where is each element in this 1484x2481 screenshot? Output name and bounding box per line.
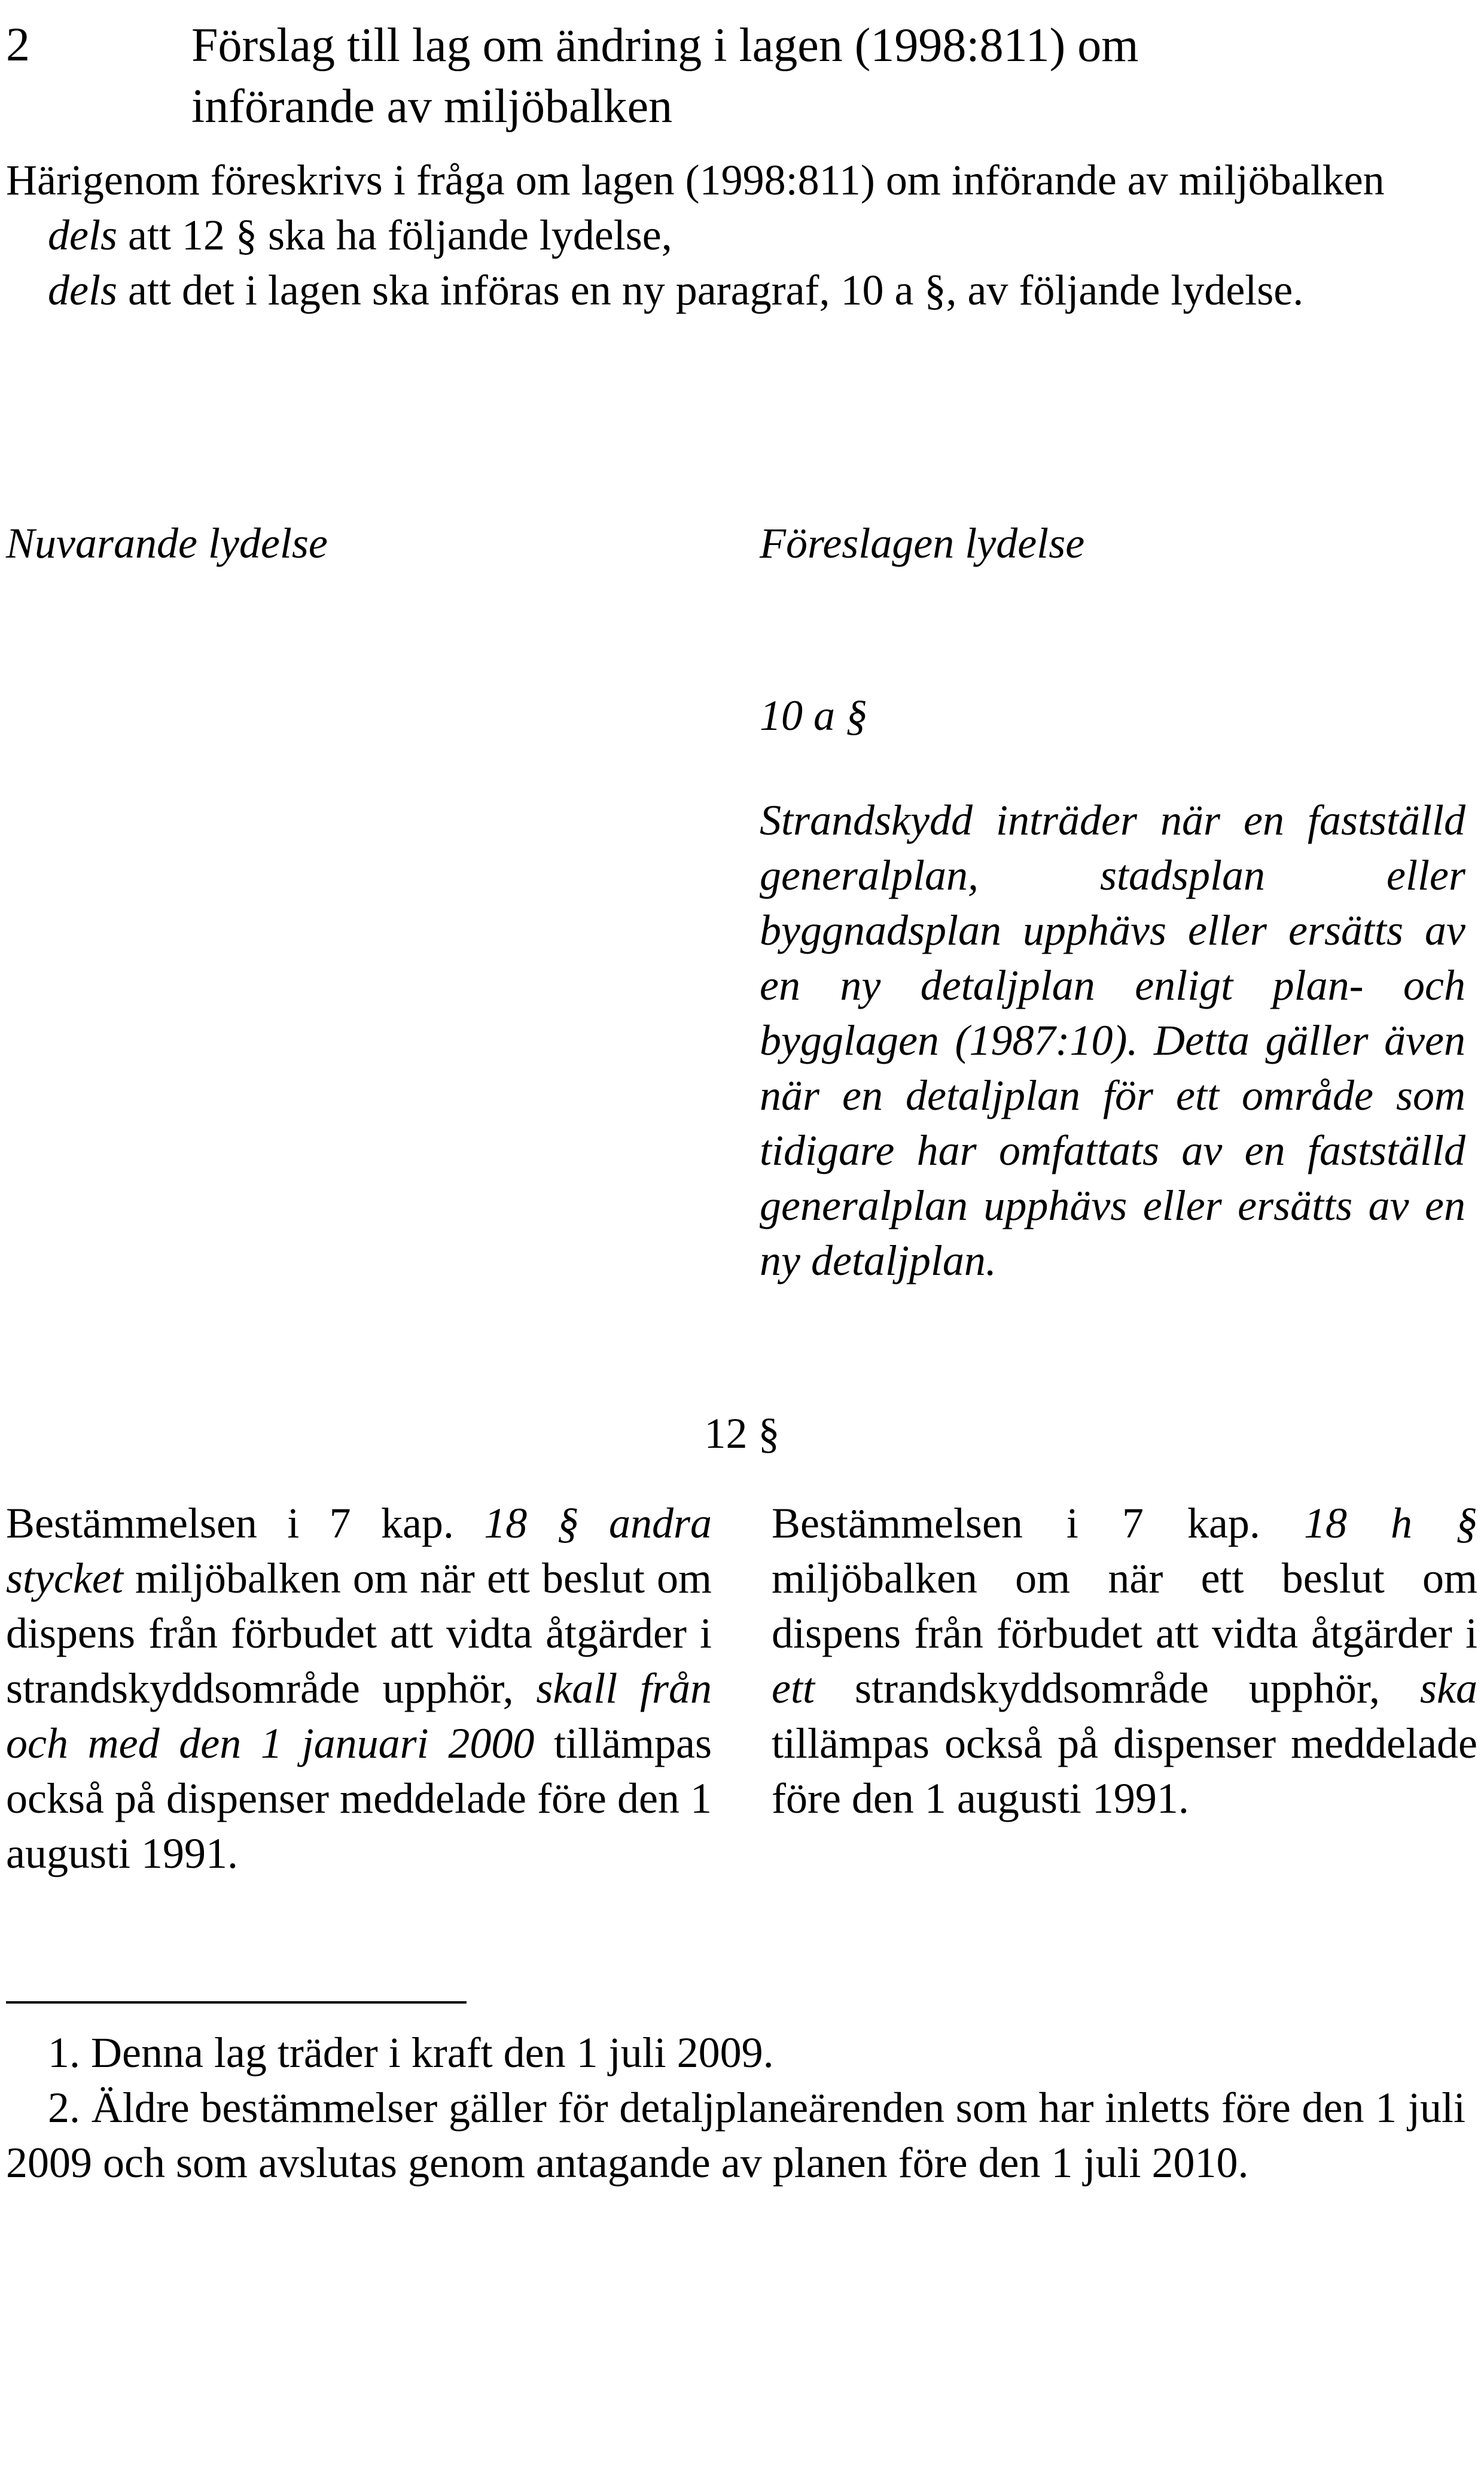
text: Bestämmelsen i 7 kap. [772,1499,1304,1547]
dels-italic: dels [48,266,117,314]
section-12-current [6,1496,712,1881]
text: Bestämmelsen i 7 kap. [6,1499,484,1547]
title-line-2: införande av miljöbalken [191,80,673,133]
page-title [191,15,1388,137]
italic-text: ett [772,1664,815,1712]
proposed-wording-header: Föreslagen lydelse [760,519,1085,567]
intro-text [6,153,1465,318]
text: strandskyddsområde upphör, [814,1664,1421,1712]
section-10a-text: Strandskydd inträder när en fastställd generalplan, stadsplan eller byggnadsplan upphävs eller ersätts av en ny detaljplan enligt plan- och bygglagen (1987:10). Detta gäller även när en detaljplan för ett område som tidigare har omfattats av en fastställd generalplan upphävs eller ersätts av en ny detaljplan. [760,796,1465,1284]
footnotes [6,2025,1465,2190]
section-10a-label: 10 a § [760,692,867,739]
dels-italic: dels [48,211,117,259]
dels-text: att det i lagen ska införas en ny paragraf, 10 a §, av följande lydelse. [117,266,1304,314]
section-12-proposed [772,1496,1477,1826]
section-12-label: 12 § [704,1410,780,1457]
current-wording-header: Nuvarande lydelse [6,519,328,567]
italic-text: ska [1420,1664,1477,1712]
italic-text: 18 h § [1303,1499,1477,1547]
section-number: 2 [6,19,30,71]
footnote-2: 2. Äldre bestämmelser gäller för detaljplaneärenden som har inletts före den 1 juli 2009 och som avslutas genom antagande av planen före den 1 juli 2010. [6,2084,1465,2187]
intro-line: Härigenom föreskrivs i fråga om lagen (1998:811) om införande av miljöbalken [6,156,1385,204]
text: tillämpas också på dispenser meddelade före den 1 augusti 1991. [772,1719,1477,1822]
dels-clause-1 [6,208,1465,263]
italic-text: skall från och med den 1 januari 2000 [6,1664,712,1767]
dels-text: att 12 § ska ha följande lydelse, [117,211,672,259]
title-line-1: Förslag till lag om ändring i lagen (1998:811) om [191,19,1139,72]
footnote-divider [6,2001,467,2004]
text: tillämpas också på dispenser meddelade före den 1 augusti 1991. [6,1719,712,1877]
italic-text: 18 § andra stycket [6,1499,712,1602]
footnote-1: 1. Denna lag träder i kraft den 1 juli 2009. [48,2029,774,2077]
text: miljöbalken om när ett beslut om dispens från förbudet att vidta åtgärder i strandskyddsområde upphör, [6,1554,712,1712]
text: miljöbalken om när ett beslut om dispens från förbudet att vidta åtgärder i [772,1554,1477,1657]
dels-clause-2 [6,263,1465,318]
